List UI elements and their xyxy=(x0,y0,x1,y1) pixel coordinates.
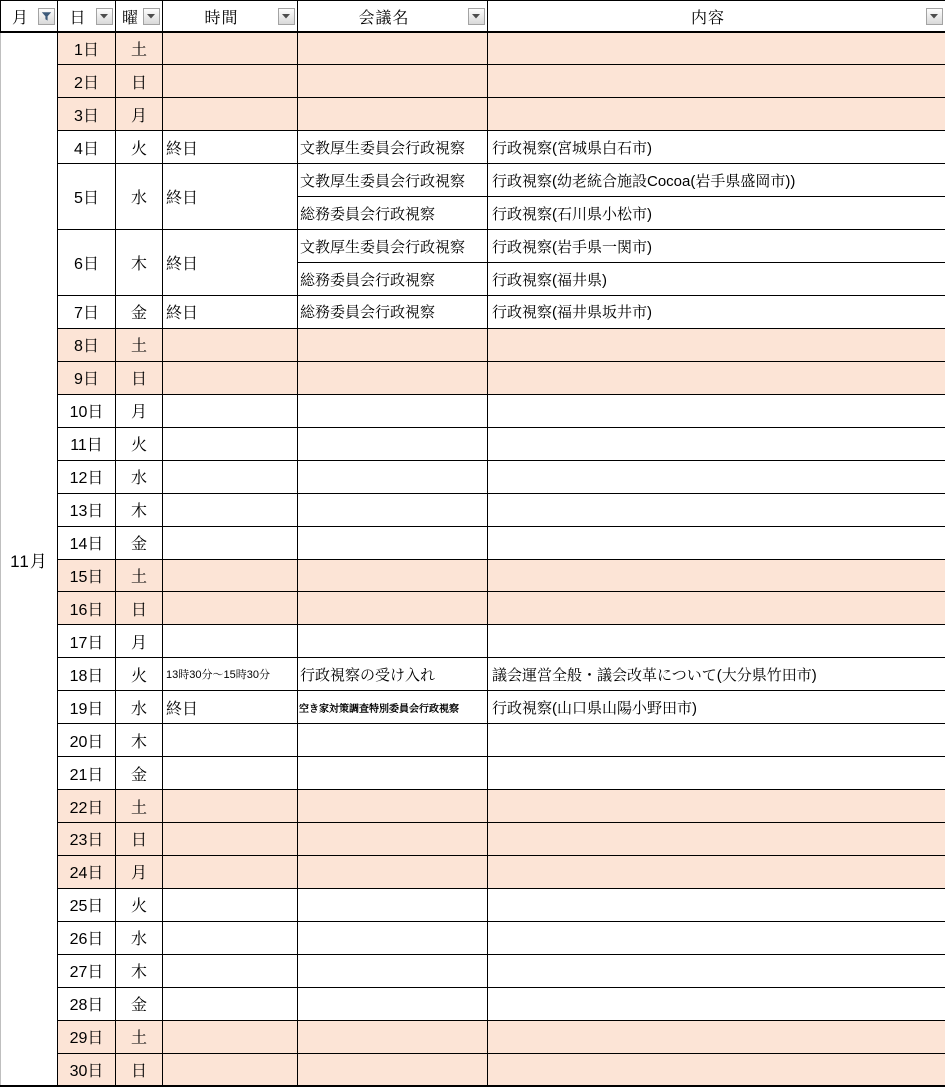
weekday-cell[interactable]: 木 xyxy=(116,493,163,526)
day-cell[interactable]: 20日 xyxy=(58,724,116,757)
meeting-cell[interactable] xyxy=(298,32,488,65)
time-cell[interactable] xyxy=(163,361,298,394)
weekday-cell[interactable]: 日 xyxy=(116,361,163,394)
day-cell[interactable]: 25日 xyxy=(58,888,116,921)
schedule-row-24日 xyxy=(1,855,945,888)
time-cell[interactable]: 終日 xyxy=(163,164,298,230)
header-day-label: 日 xyxy=(69,9,87,27)
month-cell[interactable] xyxy=(1,32,58,1086)
header-cell-day[interactable] xyxy=(58,1,116,33)
content-cell[interactable]: 行政視察(山口県山陽小野田市) xyxy=(488,691,945,724)
time-cell[interactable]: 終日 xyxy=(163,131,298,164)
weekday-cell[interactable]: 火 xyxy=(116,658,163,691)
meeting-cell[interactable]: 総務委員会行政視察 xyxy=(298,296,488,329)
schedule-row-29日 xyxy=(1,1020,945,1053)
schedule-row-7日 xyxy=(1,296,945,329)
time-cell[interactable] xyxy=(163,823,298,856)
content-cell[interactable] xyxy=(488,921,945,954)
time-cell[interactable] xyxy=(163,724,298,757)
day-cell[interactable]: 21日 xyxy=(58,757,116,790)
schedule-row-2日 xyxy=(1,65,945,98)
time-cell[interactable] xyxy=(163,954,298,987)
day-cell[interactable]: 24日 xyxy=(58,855,116,888)
weekday-cell[interactable]: 木 xyxy=(116,230,163,296)
weekday-cell[interactable]: 金 xyxy=(116,526,163,559)
header-content-label: 内容 xyxy=(690,9,725,27)
content-filter-button[interactable] xyxy=(926,8,943,25)
weekday-cell[interactable]: 日 xyxy=(116,592,163,625)
schedule-row-15日 xyxy=(1,559,945,592)
meeting-cell[interactable] xyxy=(298,493,488,526)
header-month-label: 月 xyxy=(11,9,29,27)
meeting-cell[interactable] xyxy=(298,724,488,757)
weekday-cell[interactable]: 日 xyxy=(116,65,163,98)
weekday-cell[interactable]: 木 xyxy=(116,724,163,757)
content-cell[interactable]: 行政視察(福井県) xyxy=(488,263,945,296)
schedule-row-5日-1 xyxy=(1,164,945,197)
header-cell-time[interactable] xyxy=(163,1,298,33)
meeting-cell[interactable] xyxy=(298,592,488,625)
meeting-cell[interactable]: 文教厚生委員会行政視察 xyxy=(298,131,488,164)
content-cell[interactable] xyxy=(488,954,945,987)
meeting-cell[interactable] xyxy=(298,361,488,394)
schedule-row-9日 xyxy=(1,361,945,394)
weekday-cell[interactable]: 土 xyxy=(116,790,163,823)
weekday-cell[interactable]: 水 xyxy=(116,691,163,724)
schedule-row-28日 xyxy=(1,987,945,1020)
day-cell[interactable]: 30日 xyxy=(58,1053,116,1086)
time-cell[interactable] xyxy=(163,592,298,625)
weekday-cell[interactable]: 日 xyxy=(116,1053,163,1086)
schedule-row-3日 xyxy=(1,98,945,131)
content-cell[interactable] xyxy=(488,98,945,131)
time-cell[interactable] xyxy=(163,32,298,65)
meeting-cell[interactable] xyxy=(298,1020,488,1053)
schedule-row-19日 xyxy=(1,691,945,724)
content-cell[interactable] xyxy=(488,855,945,888)
meeting-cell[interactable]: 文教厚生委員会行政視察 xyxy=(298,164,488,197)
content-cell[interactable]: 行政視察(石川県小松市) xyxy=(488,197,945,230)
content-cell[interactable]: 行政視察(幼老統合施設Cocoa(岩手県盛岡市)) xyxy=(488,164,945,197)
funnel-filter-icon xyxy=(41,11,52,22)
meeting-cell[interactable]: 空き家対策調査特別委員会行政視察 xyxy=(298,691,488,724)
schedule-row-22日 xyxy=(1,790,945,823)
weekday-cell[interactable]: 水 xyxy=(116,164,163,230)
time-cell[interactable]: 終日 xyxy=(163,296,298,329)
filter-header-row xyxy=(1,1,945,33)
time-cell[interactable] xyxy=(163,921,298,954)
time-cell[interactable] xyxy=(163,625,298,658)
meeting-filter-button[interactable] xyxy=(468,8,485,25)
meeting-cell[interactable] xyxy=(298,394,488,427)
meeting-cell[interactable] xyxy=(298,855,488,888)
day-cell[interactable]: 2日 xyxy=(58,65,116,98)
schedule-row-4日 xyxy=(1,131,945,164)
content-cell[interactable] xyxy=(488,328,945,361)
weekday-cell[interactable]: 金 xyxy=(116,757,163,790)
schedule-row-8日 xyxy=(1,328,945,361)
time-cell[interactable] xyxy=(163,493,298,526)
weekday-cell[interactable]: 金 xyxy=(116,987,163,1020)
schedule-row-14日 xyxy=(1,526,945,559)
schedule-row-26日 xyxy=(1,921,945,954)
schedule-row-23日 xyxy=(1,823,945,856)
content-cell[interactable]: 行政視察(岩手県一関市) xyxy=(488,230,945,263)
content-cell[interactable] xyxy=(488,361,945,394)
day-cell[interactable]: 12日 xyxy=(58,460,116,493)
meeting-cell[interactable] xyxy=(298,757,488,790)
time-cell[interactable]: 終日 xyxy=(163,691,298,724)
day-cell[interactable]: 10日 xyxy=(58,394,116,427)
schedule-row-25日 xyxy=(1,888,945,921)
content-cell[interactable] xyxy=(488,65,945,98)
content-cell[interactable] xyxy=(488,987,945,1020)
time-cell[interactable] xyxy=(163,427,298,460)
day-cell[interactable]: 8日 xyxy=(58,328,116,361)
dropdown-arrow-icon xyxy=(472,14,481,19)
meeting-cell[interactable] xyxy=(298,65,488,98)
meeting-cell[interactable] xyxy=(298,460,488,493)
month-label: 11月 xyxy=(10,551,48,571)
day-cell[interactable]: 1日 xyxy=(58,32,116,65)
header-cell-weekday[interactable] xyxy=(116,1,163,33)
weekday-cell[interactable]: 土 xyxy=(116,1020,163,1053)
time-cell[interactable] xyxy=(163,1053,298,1086)
content-cell[interactable] xyxy=(488,1020,945,1053)
day-cell[interactable]: 28日 xyxy=(58,987,116,1020)
weekday-cell[interactable]: 土 xyxy=(116,32,163,65)
weekday-cell[interactable]: 火 xyxy=(116,131,163,164)
header-cell-meeting[interactable] xyxy=(298,1,488,33)
schedule-row-13日 xyxy=(1,493,945,526)
content-cell[interactable] xyxy=(488,460,945,493)
meeting-cell[interactable] xyxy=(298,427,488,460)
schedule-body xyxy=(1,32,945,1086)
time-cell[interactable] xyxy=(163,65,298,98)
content-cell[interactable] xyxy=(488,394,945,427)
content-cell[interactable] xyxy=(488,1053,945,1086)
dropdown-arrow-icon xyxy=(930,14,939,19)
meeting-cell[interactable] xyxy=(298,823,488,856)
weekday-cell[interactable]: 月 xyxy=(116,394,163,427)
content-cell[interactable] xyxy=(488,625,945,658)
meeting-cell[interactable] xyxy=(298,625,488,658)
schedule-row-11日 xyxy=(1,427,945,460)
schedule-row-30日 xyxy=(1,1053,945,1086)
header-cell-content[interactable] xyxy=(488,1,945,33)
meeting-cell[interactable]: 総務委員会行政視察 xyxy=(298,197,488,230)
day-cell[interactable]: 15日 xyxy=(58,559,116,592)
day-cell[interactable]: 9日 xyxy=(58,361,116,394)
meeting-cell[interactable]: 文教厚生委員会行政視察 xyxy=(298,230,488,263)
schedule-row-27日 xyxy=(1,954,945,987)
day-cell[interactable]: 5日 xyxy=(58,164,116,230)
day-cell[interactable]: 11日 xyxy=(58,427,116,460)
content-cell[interactable] xyxy=(488,724,945,757)
month-filter-button[interactable] xyxy=(38,8,55,25)
weekday-cell[interactable]: 木 xyxy=(116,954,163,987)
weekday-cell[interactable]: 土 xyxy=(116,328,163,361)
day-cell[interactable]: 6日 xyxy=(58,230,116,296)
day-cell[interactable]: 3日 xyxy=(58,98,116,131)
day-cell[interactable]: 29日 xyxy=(58,1020,116,1053)
time-cell[interactable] xyxy=(163,460,298,493)
content-cell[interactable] xyxy=(488,757,945,790)
weekday-cell[interactable]: 水 xyxy=(116,921,163,954)
day-cell[interactable]: 18日 xyxy=(58,658,116,691)
time-cell[interactable] xyxy=(163,559,298,592)
day-cell[interactable]: 17日 xyxy=(58,625,116,658)
schedule-row-18日 xyxy=(1,658,945,691)
weekday-cell[interactable]: 金 xyxy=(116,296,163,329)
day-cell[interactable]: 19日 xyxy=(58,691,116,724)
meeting-cell[interactable] xyxy=(298,954,488,987)
day-cell[interactable]: 16日 xyxy=(58,592,116,625)
meeting-cell[interactable] xyxy=(298,790,488,823)
meeting-cell[interactable] xyxy=(298,921,488,954)
content-cell[interactable] xyxy=(488,427,945,460)
weekday-cell[interactable]: 月 xyxy=(116,625,163,658)
time-cell[interactable] xyxy=(163,98,298,131)
weekday-cell[interactable]: 日 xyxy=(116,823,163,856)
weekday-cell[interactable]: 火 xyxy=(116,888,163,921)
time-cell[interactable] xyxy=(163,1020,298,1053)
dropdown-arrow-icon xyxy=(282,14,291,19)
time-cell[interactable] xyxy=(163,855,298,888)
header-meeting-label: 会議名 xyxy=(358,9,410,27)
day-cell[interactable]: 7日 xyxy=(58,296,116,329)
time-cell[interactable] xyxy=(163,790,298,823)
meeting-cell[interactable] xyxy=(298,328,488,361)
schedule-row-16日 xyxy=(1,592,945,625)
content-cell[interactable] xyxy=(488,790,945,823)
dropdown-arrow-icon xyxy=(147,14,156,19)
dropdown-arrow-icon xyxy=(100,14,109,19)
day-cell[interactable]: 23日 xyxy=(58,823,116,856)
content-cell[interactable] xyxy=(488,493,945,526)
content-cell[interactable] xyxy=(488,592,945,625)
time-cell[interactable]: 13時30分〜15時30分 xyxy=(163,658,298,691)
day-filter-button[interactable] xyxy=(96,8,113,25)
schedule-row-12日 xyxy=(1,460,945,493)
day-cell[interactable]: 4日 xyxy=(58,131,116,164)
time-cell[interactable] xyxy=(163,987,298,1020)
content-cell[interactable] xyxy=(488,823,945,856)
content-cell[interactable] xyxy=(488,888,945,921)
header-cell-month[interactable] xyxy=(1,1,58,33)
weekday-cell[interactable]: 月 xyxy=(116,98,163,131)
time-cell[interactable] xyxy=(163,757,298,790)
content-cell[interactable] xyxy=(488,559,945,592)
schedule-row-6日-1 xyxy=(1,230,945,263)
weekday-cell[interactable]: 土 xyxy=(116,559,163,592)
schedule-row-10日 xyxy=(1,394,945,427)
content-cell[interactable]: 行政視察(福井県坂井市) xyxy=(488,296,945,329)
time-cell[interactable] xyxy=(163,328,298,361)
meeting-cell[interactable]: 総務委員会行政視察 xyxy=(298,263,488,296)
header-time-label: 時間 xyxy=(204,9,239,27)
time-filter-button[interactable] xyxy=(278,8,295,25)
meeting-cell[interactable] xyxy=(298,987,488,1020)
day-cell[interactable]: 14日 xyxy=(58,526,116,559)
meeting-cell[interactable] xyxy=(298,98,488,131)
day-cell[interactable]: 13日 xyxy=(58,493,116,526)
meeting-cell[interactable] xyxy=(298,559,488,592)
content-cell[interactable]: 行政視察(宮城県白石市) xyxy=(488,131,945,164)
content-cell[interactable]: 議会運営全般・議会改革について(大分県竹田市) xyxy=(488,658,945,691)
weekday-filter-button[interactable] xyxy=(143,8,160,25)
schedule-row-21日 xyxy=(1,757,945,790)
weekday-cell[interactable]: 月 xyxy=(116,855,163,888)
day-cell[interactable]: 27日 xyxy=(58,954,116,987)
meeting-cell[interactable] xyxy=(298,1053,488,1086)
schedule-row-17日 xyxy=(1,625,945,658)
header-weekday-label: 曜 xyxy=(121,9,139,27)
schedule-row-1日 xyxy=(1,32,945,65)
content-cell[interactable] xyxy=(488,526,945,559)
day-cell[interactable]: 22日 xyxy=(58,790,116,823)
meeting-cell[interactable] xyxy=(298,888,488,921)
time-cell[interactable]: 終日 xyxy=(163,230,298,296)
content-cell[interactable] xyxy=(488,32,945,65)
time-cell[interactable] xyxy=(163,394,298,427)
time-cell[interactable] xyxy=(163,888,298,921)
weekday-cell[interactable]: 火 xyxy=(116,427,163,460)
weekday-cell[interactable]: 水 xyxy=(116,460,163,493)
day-cell[interactable]: 26日 xyxy=(58,921,116,954)
meeting-cell[interactable]: 行政視察の受け入れ xyxy=(298,658,488,691)
schedule-row-20日 xyxy=(1,724,945,757)
meeting-cell[interactable] xyxy=(298,526,488,559)
time-cell[interactable] xyxy=(163,526,298,559)
